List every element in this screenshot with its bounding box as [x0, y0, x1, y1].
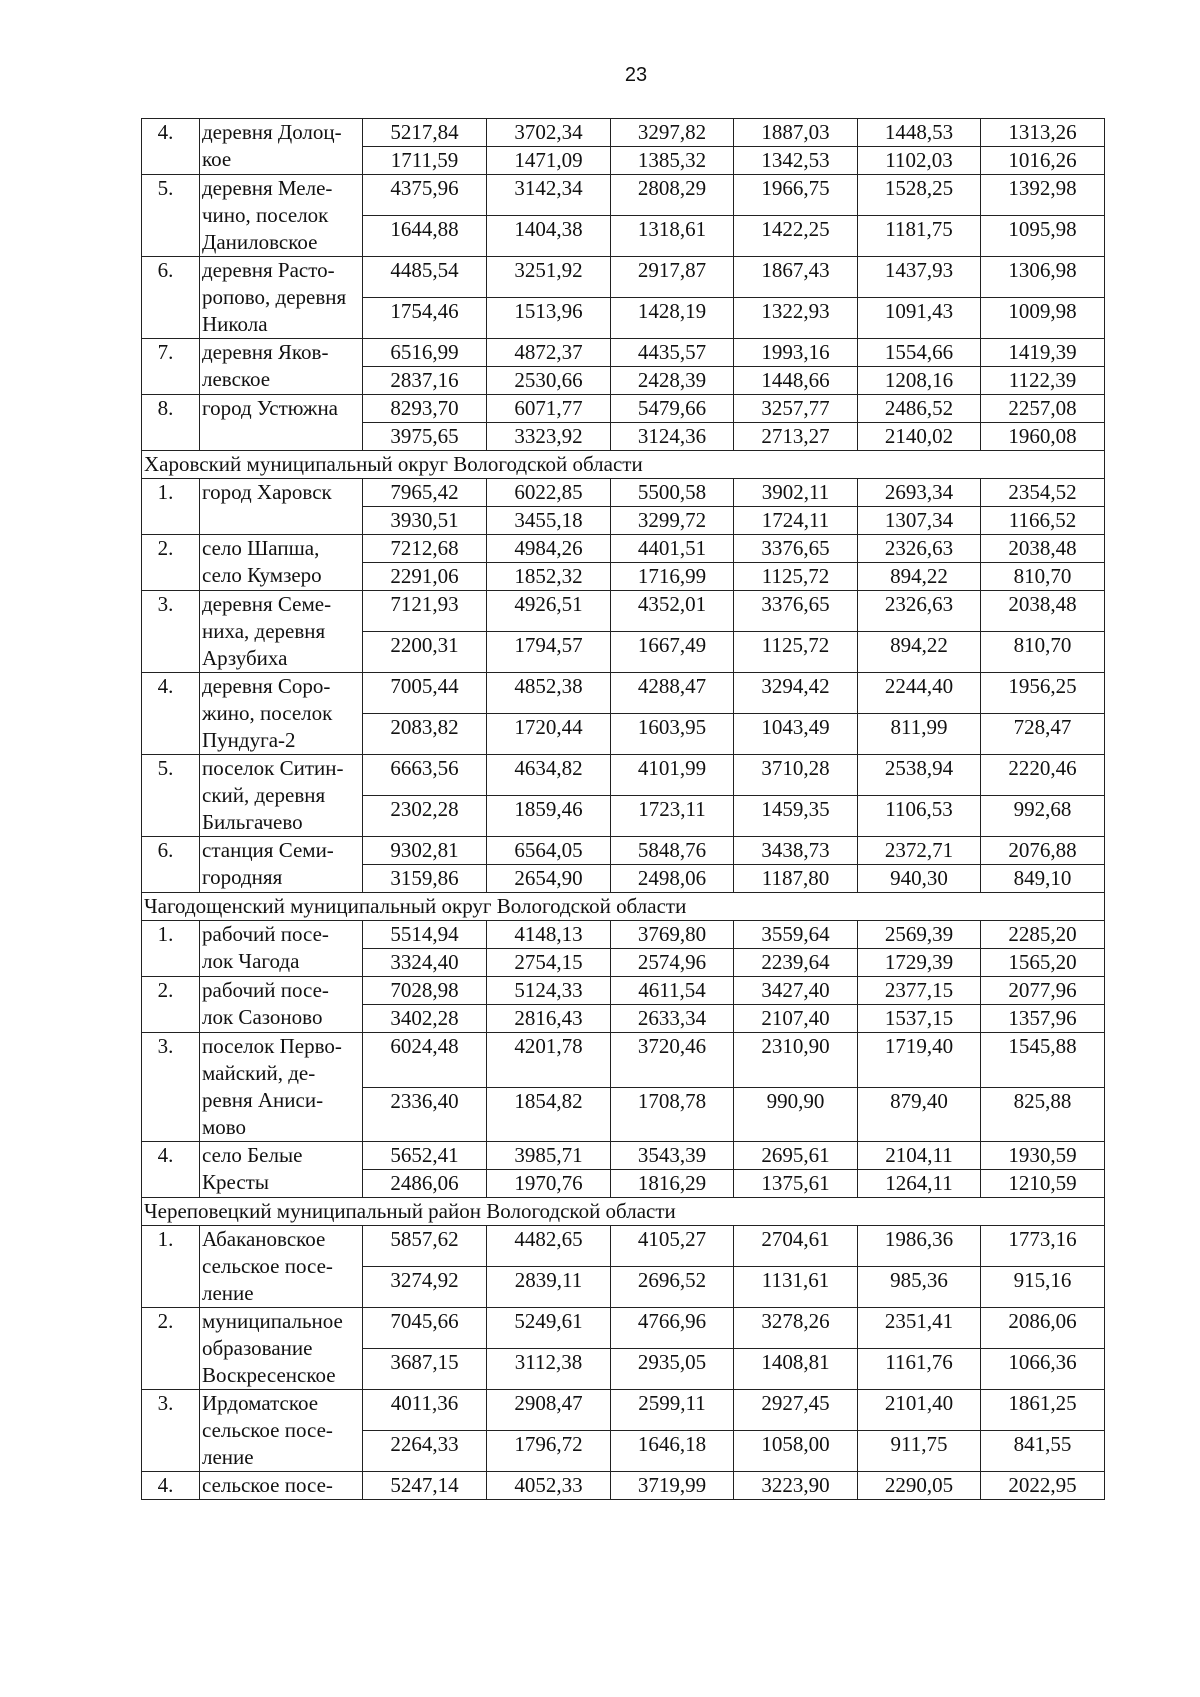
value-cell: 1357,96 — [981, 1005, 1105, 1033]
value-cell: 2239,64 — [734, 949, 858, 977]
value-cell: 2326,63 — [858, 591, 981, 632]
value-cell: 1854,82 — [487, 1087, 611, 1142]
value-cell: 2038,48 — [981, 535, 1105, 563]
value-cell: 940,30 — [858, 865, 981, 893]
value-cell: 3299,72 — [611, 507, 734, 535]
value-cell: 2285,20 — [981, 921, 1105, 949]
value-cell: 1603,95 — [611, 714, 734, 755]
value-cell: 1043,49 — [734, 714, 858, 755]
value-cell: 2935,05 — [611, 1349, 734, 1390]
value-cell: 2140,02 — [858, 423, 981, 451]
value-cell: 1716,99 — [611, 563, 734, 591]
value-cell: 3124,36 — [611, 423, 734, 451]
row-number: 2. — [142, 1308, 200, 1390]
settlement-name: село Белые Кресты — [200, 1142, 363, 1198]
value-cell: 2354,52 — [981, 479, 1105, 507]
value-cell: 4485,54 — [363, 257, 487, 298]
settlement-name: деревня Соро-жино, поселок Пундуга-2 — [200, 673, 363, 755]
value-cell: 2377,15 — [858, 977, 981, 1005]
value-cell: 1970,76 — [487, 1170, 611, 1198]
value-cell: 2498,06 — [611, 865, 734, 893]
value-cell: 1419,39 — [981, 339, 1105, 367]
section-title: Харовский муниципальный округ Вологодской области — [142, 451, 1105, 479]
row-number: 3. — [142, 1390, 200, 1472]
value-cell: 1131,61 — [734, 1267, 858, 1308]
value-cell: 2302,28 — [363, 796, 487, 837]
value-cell: 2633,34 — [611, 1005, 734, 1033]
value-cell: 7212,68 — [363, 535, 487, 563]
row-number: 5. — [142, 175, 200, 257]
value-cell: 4288,47 — [611, 673, 734, 714]
section-header-row — [142, 1198, 1105, 1226]
value-cell: 1408,81 — [734, 1349, 858, 1390]
value-cell: 2310,90 — [734, 1033, 858, 1088]
value-cell: 1448,66 — [734, 367, 858, 395]
settlement-name: деревня Меле-чино, поселок Даниловское — [200, 175, 363, 257]
value-cell: 2257,08 — [981, 395, 1105, 423]
value-cell: 2428,39 — [611, 367, 734, 395]
table-row — [142, 175, 1105, 216]
value-cell: 3438,73 — [734, 837, 858, 865]
settlement-name: деревня Яков-левское — [200, 339, 363, 395]
value-cell: 4872,37 — [487, 339, 611, 367]
value-cell: 5514,94 — [363, 921, 487, 949]
table-row — [142, 977, 1105, 1005]
value-cell: 1307,34 — [858, 507, 981, 535]
value-cell: 894,22 — [858, 632, 981, 673]
value-cell: 5848,76 — [611, 837, 734, 865]
value-cell: 1102,03 — [858, 147, 981, 175]
value-cell: 1646,18 — [611, 1431, 734, 1472]
value-cell: 5247,14 — [363, 1472, 487, 1500]
settlement-name: рабочий посе-лок Чагода — [200, 921, 363, 977]
value-cell: 4634,82 — [487, 755, 611, 796]
value-cell: 6564,05 — [487, 837, 611, 865]
settlement-name: Абакановское сельское посе-ление — [200, 1226, 363, 1308]
value-cell: 2486,06 — [363, 1170, 487, 1198]
value-cell: 2326,63 — [858, 535, 981, 563]
value-cell: 4435,57 — [611, 339, 734, 367]
value-cell: 3902,11 — [734, 479, 858, 507]
value-cell: 2654,90 — [487, 865, 611, 893]
value-cell: 4984,26 — [487, 535, 611, 563]
table-row — [142, 1472, 1105, 1500]
row-number: 1. — [142, 479, 200, 535]
value-cell: 7121,93 — [363, 591, 487, 632]
table-row — [142, 119, 1105, 147]
value-cell: 1422,25 — [734, 216, 858, 257]
value-cell: 1816,29 — [611, 1170, 734, 1198]
value-cell: 825,88 — [981, 1087, 1105, 1142]
table-row — [142, 257, 1105, 298]
value-cell: 2336,40 — [363, 1087, 487, 1142]
value-cell: 1166,52 — [981, 507, 1105, 535]
value-cell: 3975,65 — [363, 423, 487, 451]
value-cell: 2290,05 — [858, 1472, 981, 1500]
table-row — [142, 535, 1105, 563]
row-number: 4. — [142, 1472, 200, 1500]
value-cell: 1859,46 — [487, 796, 611, 837]
value-cell: 1404,38 — [487, 216, 611, 257]
tariff-table — [141, 118, 1105, 1500]
value-cell: 3159,86 — [363, 865, 487, 893]
value-cell: 3687,15 — [363, 1349, 487, 1390]
value-cell: 811,99 — [858, 714, 981, 755]
row-number: 7. — [142, 339, 200, 395]
row-number: 4. — [142, 673, 200, 755]
value-cell: 1545,88 — [981, 1033, 1105, 1088]
row-number: 1. — [142, 1226, 200, 1308]
value-cell: 1852,32 — [487, 563, 611, 591]
value-cell: 2086,06 — [981, 1308, 1105, 1349]
value-cell: 2538,94 — [858, 755, 981, 796]
value-cell: 2599,11 — [611, 1390, 734, 1431]
value-cell: 1091,43 — [858, 298, 981, 339]
row-number: 2. — [142, 535, 200, 591]
value-cell: 7005,44 — [363, 673, 487, 714]
value-cell: 841,55 — [981, 1431, 1105, 1472]
value-cell: 1322,93 — [734, 298, 858, 339]
value-cell: 1667,49 — [611, 632, 734, 673]
value-cell: 6022,85 — [487, 479, 611, 507]
row-number: 6. — [142, 257, 200, 339]
settlement-name: сельское посе- — [200, 1472, 363, 1500]
value-cell: 3324,40 — [363, 949, 487, 977]
value-cell: 1867,43 — [734, 257, 858, 298]
value-cell: 1724,11 — [734, 507, 858, 535]
value-cell: 4766,96 — [611, 1308, 734, 1349]
row-number: 3. — [142, 591, 200, 673]
value-cell: 2695,61 — [734, 1142, 858, 1170]
value-cell: 2104,11 — [858, 1142, 981, 1170]
table-row — [142, 479, 1105, 507]
value-cell: 2244,40 — [858, 673, 981, 714]
value-cell: 985,36 — [858, 1267, 981, 1308]
value-cell: 1773,16 — [981, 1226, 1105, 1267]
value-cell: 2908,47 — [487, 1390, 611, 1431]
settlement-name: село Шапша, село Кумзеро — [200, 535, 363, 591]
value-cell: 4052,33 — [487, 1472, 611, 1500]
value-cell: 9302,81 — [363, 837, 487, 865]
value-cell: 3930,51 — [363, 507, 487, 535]
table-row — [142, 395, 1105, 423]
value-cell: 1796,72 — [487, 1431, 611, 1472]
row-number: 3. — [142, 1033, 200, 1142]
value-cell: 2107,40 — [734, 1005, 858, 1033]
settlement-name: город Устюжна — [200, 395, 363, 451]
value-cell: 1306,98 — [981, 257, 1105, 298]
settlement-name: станция Семи-городняя — [200, 837, 363, 893]
table-row — [142, 1308, 1105, 1349]
value-cell: 1318,61 — [611, 216, 734, 257]
value-cell: 1095,98 — [981, 216, 1105, 257]
value-cell: 1993,16 — [734, 339, 858, 367]
value-cell: 2917,87 — [611, 257, 734, 298]
settlement-name: поселок Ситин-ский, деревня Бильгачево — [200, 755, 363, 837]
table-row — [142, 1033, 1105, 1088]
value-cell: 1385,32 — [611, 147, 734, 175]
value-cell: 2530,66 — [487, 367, 611, 395]
value-cell: 1528,25 — [858, 175, 981, 216]
value-cell: 911,75 — [858, 1431, 981, 1472]
settlement-name: поселок Перво-майский, де-ревня Аниси-мово — [200, 1033, 363, 1142]
value-cell: 3543,39 — [611, 1142, 734, 1170]
value-cell: 3455,18 — [487, 507, 611, 535]
value-cell: 3702,34 — [487, 119, 611, 147]
settlement-name: деревня Семе-ниха, деревня Арзубиха — [200, 591, 363, 673]
value-cell: 4401,51 — [611, 535, 734, 563]
value-cell: 1106,53 — [858, 796, 981, 837]
value-cell: 1711,59 — [363, 147, 487, 175]
value-cell: 1708,78 — [611, 1087, 734, 1142]
value-cell: 4201,78 — [487, 1033, 611, 1088]
value-cell: 1375,61 — [734, 1170, 858, 1198]
value-cell: 1392,98 — [981, 175, 1105, 216]
value-cell: 1565,20 — [981, 949, 1105, 977]
section-title: Чагодощенский муниципальный округ Вологодской области — [142, 893, 1105, 921]
row-number: 4. — [142, 1142, 200, 1198]
value-cell: 1986,36 — [858, 1226, 981, 1267]
row-number: 2. — [142, 977, 200, 1033]
value-cell: 7045,66 — [363, 1308, 487, 1349]
table-row — [142, 755, 1105, 796]
section-title: Череповецкий муниципальный район Вологодской области — [142, 1198, 1105, 1226]
value-cell: 1723,11 — [611, 796, 734, 837]
value-cell: 1313,26 — [981, 119, 1105, 147]
value-cell: 3257,77 — [734, 395, 858, 423]
value-cell: 2200,31 — [363, 632, 487, 673]
value-cell: 2696,52 — [611, 1267, 734, 1308]
value-cell: 1009,98 — [981, 298, 1105, 339]
value-cell: 7965,42 — [363, 479, 487, 507]
value-cell: 2076,88 — [981, 837, 1105, 865]
value-cell: 2816,43 — [487, 1005, 611, 1033]
value-cell: 2038,48 — [981, 591, 1105, 632]
value-cell: 2351,41 — [858, 1308, 981, 1349]
value-cell: 2486,52 — [858, 395, 981, 423]
value-cell: 2101,40 — [858, 1390, 981, 1431]
value-cell: 4148,13 — [487, 921, 611, 949]
value-cell: 3719,99 — [611, 1472, 734, 1500]
value-cell: 2839,11 — [487, 1267, 611, 1308]
value-cell: 1537,15 — [858, 1005, 981, 1033]
value-cell: 4352,01 — [611, 591, 734, 632]
table-row — [142, 591, 1105, 632]
value-cell: 1471,09 — [487, 147, 611, 175]
value-cell: 1066,36 — [981, 1349, 1105, 1390]
value-cell: 2291,06 — [363, 563, 487, 591]
value-cell: 3251,92 — [487, 257, 611, 298]
value-cell: 894,22 — [858, 563, 981, 591]
value-cell: 7028,98 — [363, 977, 487, 1005]
value-cell: 1181,75 — [858, 216, 981, 257]
table-row — [142, 1142, 1105, 1170]
value-cell: 1437,93 — [858, 257, 981, 298]
settlement-name: муниципальное образование Воскресенское — [200, 1308, 363, 1390]
value-cell: 990,90 — [734, 1087, 858, 1142]
settlement-name: деревня Расто-ропово, деревня Никола — [200, 257, 363, 339]
value-cell: 4926,51 — [487, 591, 611, 632]
value-cell: 3223,90 — [734, 1472, 858, 1500]
value-cell: 1208,16 — [858, 367, 981, 395]
value-cell: 2083,82 — [363, 714, 487, 755]
settlement-name: рабочий посе-лок Сазоново — [200, 977, 363, 1033]
value-cell: 3985,71 — [487, 1142, 611, 1170]
value-cell: 5652,41 — [363, 1142, 487, 1170]
value-cell: 1513,96 — [487, 298, 611, 339]
value-cell: 1187,80 — [734, 865, 858, 893]
table-row — [142, 921, 1105, 949]
value-cell: 3274,92 — [363, 1267, 487, 1308]
value-cell: 6663,56 — [363, 755, 487, 796]
value-cell: 1644,88 — [363, 216, 487, 257]
value-cell: 1554,66 — [858, 339, 981, 367]
row-number: 4. — [142, 119, 200, 175]
table-row — [142, 837, 1105, 865]
value-cell: 992,68 — [981, 796, 1105, 837]
value-cell: 4482,65 — [487, 1226, 611, 1267]
value-cell: 1794,57 — [487, 632, 611, 673]
value-cell: 3402,28 — [363, 1005, 487, 1033]
value-cell: 1719,40 — [858, 1033, 981, 1088]
value-cell: 5217,84 — [363, 119, 487, 147]
value-cell: 728,47 — [981, 714, 1105, 755]
value-cell: 3142,34 — [487, 175, 611, 216]
value-cell: 2754,15 — [487, 949, 611, 977]
value-cell: 1428,19 — [611, 298, 734, 339]
row-number: 6. — [142, 837, 200, 893]
value-cell: 3376,65 — [734, 591, 858, 632]
value-cell: 1861,25 — [981, 1390, 1105, 1431]
value-cell: 3294,42 — [734, 673, 858, 714]
value-cell: 1125,72 — [734, 632, 858, 673]
value-cell: 5124,33 — [487, 977, 611, 1005]
row-number: 1. — [142, 921, 200, 977]
value-cell: 1264,11 — [858, 1170, 981, 1198]
value-cell: 810,70 — [981, 632, 1105, 673]
value-cell: 2693,34 — [858, 479, 981, 507]
value-cell: 1754,46 — [363, 298, 487, 339]
value-cell: 2264,33 — [363, 1431, 487, 1472]
value-cell: 1459,35 — [734, 796, 858, 837]
value-cell: 2808,29 — [611, 175, 734, 216]
value-cell: 2927,45 — [734, 1390, 858, 1431]
value-cell: 4852,38 — [487, 673, 611, 714]
value-cell: 1930,59 — [981, 1142, 1105, 1170]
value-cell: 2574,96 — [611, 949, 734, 977]
value-cell: 3297,82 — [611, 119, 734, 147]
settlement-name: Ирдоматское сельское посе-ление — [200, 1390, 363, 1472]
value-cell: 1342,53 — [734, 147, 858, 175]
value-cell: 2022,95 — [981, 1472, 1105, 1500]
value-cell: 1729,39 — [858, 949, 981, 977]
value-cell: 2704,61 — [734, 1226, 858, 1267]
value-cell: 879,40 — [858, 1087, 981, 1142]
value-cell: 2077,96 — [981, 977, 1105, 1005]
value-cell: 5479,66 — [611, 395, 734, 423]
value-cell: 2569,39 — [858, 921, 981, 949]
value-cell: 6024,48 — [363, 1033, 487, 1088]
value-cell: 4375,96 — [363, 175, 487, 216]
row-number: 8. — [142, 395, 200, 451]
table-row — [142, 339, 1105, 367]
value-cell: 1058,00 — [734, 1431, 858, 1472]
value-cell: 3720,46 — [611, 1033, 734, 1088]
value-cell: 2713,27 — [734, 423, 858, 451]
settlement-name: деревня Долоц-кое — [200, 119, 363, 175]
table-row — [142, 1226, 1105, 1267]
value-cell: 3427,40 — [734, 977, 858, 1005]
table-row — [142, 673, 1105, 714]
value-cell: 5500,58 — [611, 479, 734, 507]
value-cell: 3112,38 — [487, 1349, 611, 1390]
value-cell: 6516,99 — [363, 339, 487, 367]
value-cell: 1448,53 — [858, 119, 981, 147]
value-cell: 8293,70 — [363, 395, 487, 423]
value-cell: 6071,77 — [487, 395, 611, 423]
row-number: 5. — [142, 755, 200, 837]
value-cell: 3559,64 — [734, 921, 858, 949]
value-cell: 4611,54 — [611, 977, 734, 1005]
value-cell: 4011,36 — [363, 1390, 487, 1431]
value-cell: 2220,46 — [981, 755, 1105, 796]
value-cell: 2372,71 — [858, 837, 981, 865]
value-cell: 3710,28 — [734, 755, 858, 796]
value-cell: 1720,44 — [487, 714, 611, 755]
value-cell: 5857,62 — [363, 1226, 487, 1267]
settlement-name: город Харовск — [200, 479, 363, 535]
section-header-row — [142, 451, 1105, 479]
value-cell: 4105,27 — [611, 1226, 734, 1267]
value-cell: 3323,92 — [487, 423, 611, 451]
value-cell: 4101,99 — [611, 755, 734, 796]
value-cell: 849,10 — [981, 865, 1105, 893]
value-cell: 2837,16 — [363, 367, 487, 395]
value-cell: 3278,26 — [734, 1308, 858, 1349]
value-cell: 1966,75 — [734, 175, 858, 216]
value-cell: 1122,39 — [981, 367, 1105, 395]
section-header-row — [142, 893, 1105, 921]
value-cell: 1956,25 — [981, 673, 1105, 714]
value-cell: 3769,80 — [611, 921, 734, 949]
value-cell: 1125,72 — [734, 563, 858, 591]
table-row — [142, 1390, 1105, 1431]
value-cell: 810,70 — [981, 563, 1105, 591]
value-cell: 915,16 — [981, 1267, 1105, 1308]
value-cell: 5249,61 — [487, 1308, 611, 1349]
value-cell: 1161,76 — [858, 1349, 981, 1390]
page-number: 23 — [624, 64, 648, 86]
value-cell: 1887,03 — [734, 119, 858, 147]
value-cell: 3376,65 — [734, 535, 858, 563]
value-cell: 1960,08 — [981, 423, 1105, 451]
value-cell: 1210,59 — [981, 1170, 1105, 1198]
value-cell: 1016,26 — [981, 147, 1105, 175]
